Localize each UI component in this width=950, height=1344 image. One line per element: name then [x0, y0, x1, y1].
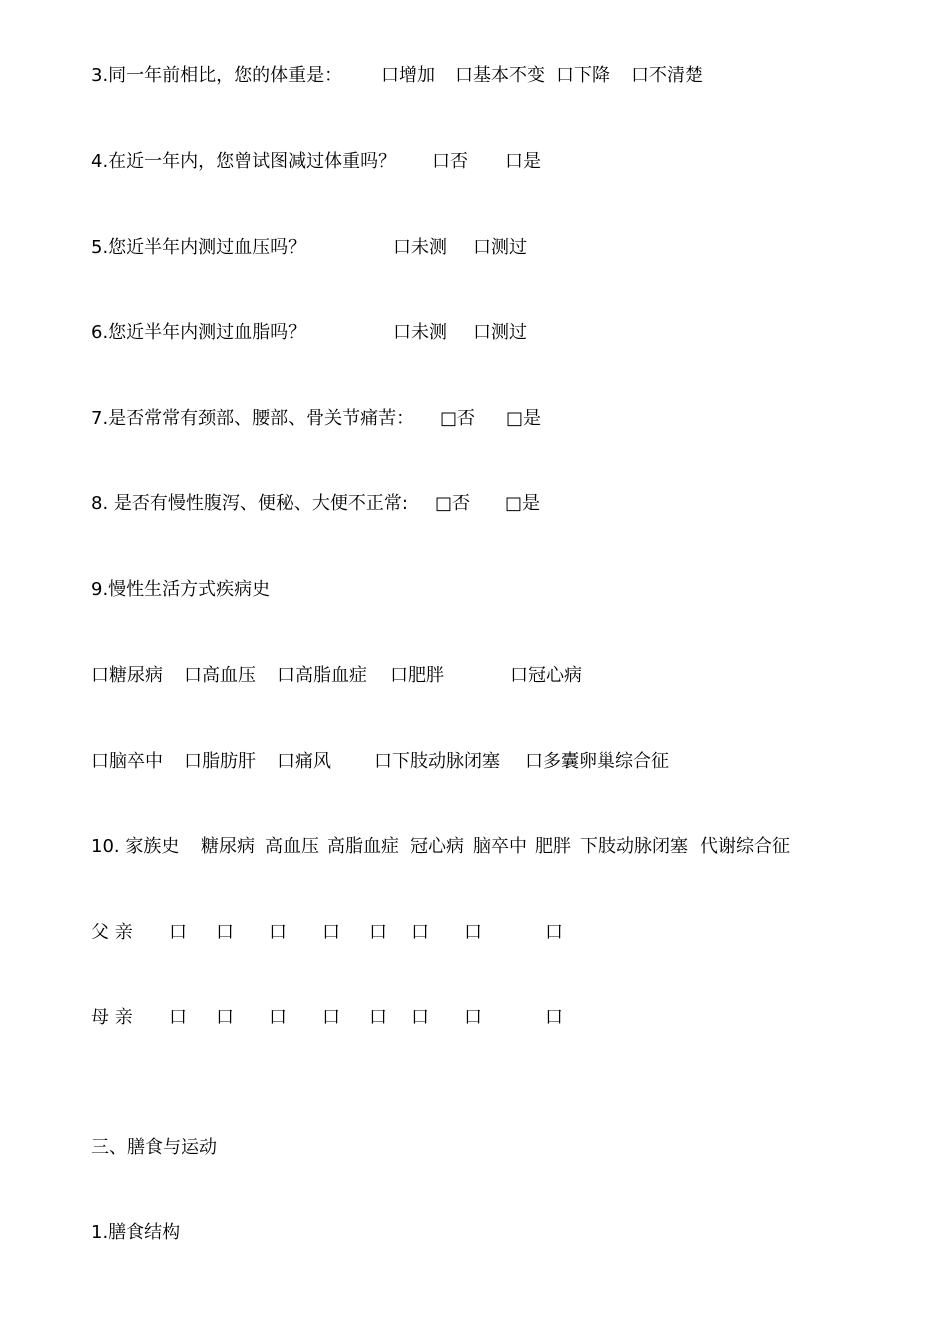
family-header-stroke: 脑卒中	[473, 836, 527, 857]
question-8	[91, 492, 871, 588]
family-checkbox[interactable]: 口	[545, 1007, 563, 1028]
question-7-text: 7.是否常常有颈部、腰部、骨关节痛苦：	[91, 408, 415, 429]
question-10-text: 10. 家族史	[91, 836, 180, 857]
family-header-metabolic: 代谢综合征	[700, 836, 790, 857]
q3-option-unchanged[interactable]: 口基本不变	[455, 65, 545, 86]
family-header-lower-limb: 下肢动脉闭塞	[580, 836, 688, 857]
diet-structure-label: 1.膳食结构	[91, 1222, 181, 1243]
question-7	[91, 407, 871, 503]
q3-option-unsure[interactable]: 口不清楚	[631, 65, 703, 86]
q6-option-not-measured[interactable]: 口未测	[393, 322, 447, 343]
family-checkbox[interactable]: 口	[269, 922, 287, 943]
question-3-text: 3.同一年前相比，您的体重是：	[91, 65, 343, 86]
family-checkbox[interactable]: 口	[169, 1007, 187, 1028]
family-checkbox[interactable]: 口	[545, 922, 563, 943]
q8-option-no[interactable]: □否	[435, 493, 471, 514]
family-header-hyperlipidemia: 高脂血症	[327, 836, 399, 857]
family-header-hypertension: 高血压	[265, 836, 319, 857]
q5-option-not-measured[interactable]: 口未测	[393, 237, 447, 258]
family-checkbox[interactable]: 口	[269, 1007, 287, 1028]
question-6-text: 6.您近半年内测过血脂吗？	[91, 322, 307, 343]
q9-option-fatty-liver[interactable]: 口脂肪肝	[184, 751, 256, 772]
question-5	[91, 236, 871, 332]
q3-option-increase[interactable]: 口增加	[381, 65, 435, 86]
q5-option-measured[interactable]: 口测过	[473, 237, 527, 258]
question-4	[91, 150, 871, 246]
family-checkbox[interactable]: 口	[322, 922, 340, 943]
question-9-text: 9.慢性生活方式疾病史	[91, 579, 271, 600]
q4-option-no[interactable]: 口否	[432, 151, 468, 172]
q6-option-measured[interactable]: 口测过	[473, 322, 527, 343]
family-checkbox[interactable]: 口	[369, 922, 387, 943]
q9-option-obesity[interactable]: 口肥胖	[390, 665, 444, 686]
question-9	[91, 578, 871, 626]
question-8-text: 8. 是否有慢性腹泻、便秘、大便不正常:	[91, 493, 408, 514]
family-checkbox[interactable]: 口	[322, 1007, 340, 1028]
family-checkbox[interactable]: 口	[464, 922, 482, 943]
q4-option-yes[interactable]: 口是	[505, 151, 541, 172]
family-header-obesity: 肥胖	[535, 836, 571, 857]
family-row-mother	[91, 1006, 871, 1246]
q8-option-yes[interactable]: □是	[505, 493, 541, 514]
question-4-text: 4.在近一年内，您曾试图减过体重吗？	[91, 151, 397, 172]
family-checkbox[interactable]: 口	[369, 1007, 387, 1028]
family-checkbox[interactable]: 口	[411, 1007, 429, 1028]
family-checkbox[interactable]: 口	[216, 922, 234, 943]
q9-option-pcos[interactable]: 口多囊卵巢综合征	[525, 751, 669, 772]
q9-option-stroke[interactable]: 口脑卒中	[91, 751, 163, 772]
family-checkbox[interactable]: 口	[216, 1007, 234, 1028]
q3-option-decrease[interactable]: 口下降	[556, 65, 610, 86]
q9-option-hyperlipidemia[interactable]: 口高脂血症	[277, 665, 367, 686]
family-header-coronary: 冠心病	[410, 836, 464, 857]
family-header-diabetes: 糖尿病	[201, 836, 255, 857]
family-checkbox[interactable]: 口	[411, 922, 429, 943]
question-6	[91, 321, 871, 417]
q9-option-gout[interactable]: 口痛风	[277, 751, 331, 772]
family-row-label: 父 亲	[91, 922, 133, 943]
question-5-text: 5.您近半年内测过血压吗？	[91, 237, 307, 258]
family-checkbox[interactable]: 口	[169, 922, 187, 943]
section-3-title: 三、膳食与运动	[91, 1137, 217, 1158]
q7-option-yes[interactable]: □是	[506, 408, 542, 429]
q7-option-no[interactable]: □否	[440, 408, 476, 429]
q9-option-coronary[interactable]: 口冠心病	[510, 665, 582, 686]
q9-option-hypertension[interactable]: 口高血压	[184, 665, 256, 686]
q9-option-lower-limb-occlusion[interactable]: 口下肢动脉闭塞	[374, 751, 500, 772]
family-checkbox[interactable]: 口	[464, 1007, 482, 1028]
q9-option-diabetes[interactable]: 口糖尿病	[91, 665, 163, 686]
section-3-heading	[91, 1136, 871, 1184]
family-row-label: 母 亲	[91, 1007, 133, 1028]
section-3-item-1	[91, 1221, 871, 1269]
